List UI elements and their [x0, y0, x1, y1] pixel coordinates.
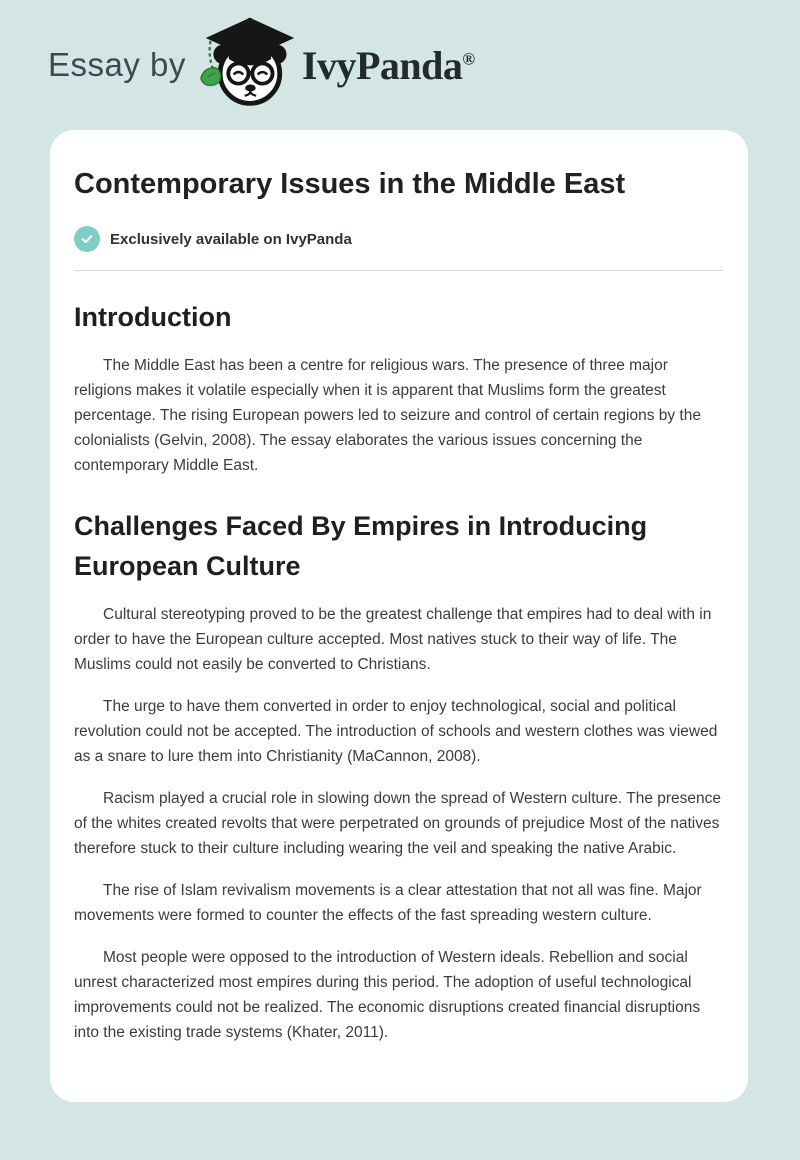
panda-graduate-icon [198, 15, 298, 109]
availability-badge [74, 226, 724, 252]
paragraph-challenges-3: Racism played a crucial role in slowing down the spread of Western culture. The presence of the whites created revolts that were perpetrated on grounds of prejudice Most of the natives therefore stuck to their culture including wearing the veil and speaking the native Arabic. [74, 790, 722, 858]
paragraph-challenges-4: The rise of Islam revivalism movements is a clear attestation that not all was fine. Major movements were formed to counter the effects of the fast spreading western culture. [74, 882, 702, 925]
essay-by-label: Essay by [48, 46, 186, 83]
paragraph-intro-1: The Middle East has been a centre for religious wars. The presence of three major religions makes it volatile especially when it is apparent that Muslims form the greatest percentage. The rising European powers led to seizure and control of certain regions by the colonialists (Gelvin, 2008). The essay elaborates the various issues concerning the contemporary Middle East. [74, 357, 701, 475]
site-header [0, 0, 800, 130]
paragraph-challenges-2: The urge to have them converted in order to enjoy technological, social and political revolution could not be accepted. The introduction of schools and western clothes was viewed as a snare to lure them into Christianity (MaCannon, 2008). [74, 698, 718, 766]
divider [74, 270, 724, 271]
paragraph-challenges-5: Most people were opposed to the introduction of Western ideals. Rebellion and social unrest characterized most empires during this period. The adoption of useful technological improvements could not be realized. The economic disruptions created financial disruptions into the existing trade systems (Khater, 2011). [74, 949, 701, 1042]
essay-card [50, 130, 748, 1102]
availability-label: Exclusively available on IvyPanda [110, 230, 352, 248]
check-icon [74, 226, 100, 252]
brand-name: IvyPanda [301, 42, 463, 88]
essay-title: Contemporary Issues in the Middle East [74, 168, 626, 200]
brand-wordmark [302, 42, 475, 89]
registered-mark: ® [462, 49, 475, 69]
section-heading-introduction: Introduction [74, 302, 232, 333]
paragraph-challenges-1: Cultural stereotyping proved to be the greatest challenge that empires had to deal with in order to have the European culture accepted. Most natives stuck to their way of life. The Muslims could not easily be converted to Christians. [74, 606, 712, 674]
section-heading-challenges: Challenges Faced By Empires in Introducing European Culture [74, 511, 648, 582]
ivypanda-panda-logo-icon [198, 15, 298, 109]
